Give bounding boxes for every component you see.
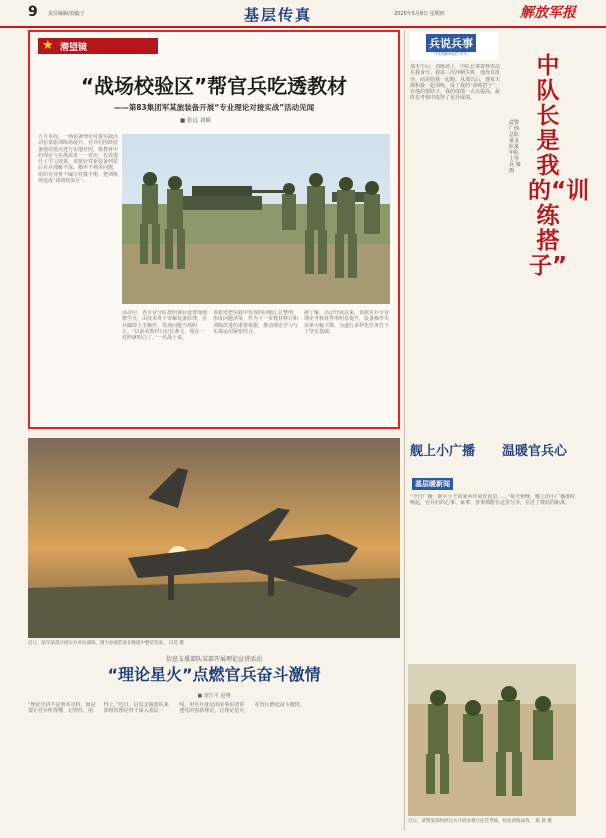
column-divider bbox=[404, 30, 405, 830]
fighter-jet-caption: 近日，陆军某部开展实兵对抗演练，图为参演装备在晚霞中整装待发。 冯昊 摄 bbox=[28, 641, 184, 646]
soldiers-tank-illustration bbox=[122, 134, 390, 304]
bottom-byline: ■ 唐江平 赵翔 bbox=[197, 693, 231, 699]
right-headline[interactable]: 中队长是我的“训练搭子” bbox=[528, 53, 590, 279]
right-byline: 武警广西总队某支队某中队上等兵 梁雨 bbox=[509, 120, 521, 174]
fighter-jet-sunset-illustration bbox=[28, 438, 400, 638]
fighter-jet-photo[interactable] bbox=[28, 438, 400, 638]
feature-article[interactable] bbox=[28, 30, 400, 429]
section-title: 基层传真 bbox=[244, 6, 313, 24]
article-column-2: 活动中，各专业分队按照课目设置现地教学点，由技术骨干讲解装备原理，官兵随即上手操作，发现问题当场纠正。“以前看教材只记住条文，现在一对照就明白了。”一名战士说。 bbox=[122, 310, 208, 342]
broadcast-body: “今日广播：新兵小王的家乡传来好消息……”每天傍晚，舰上的小广播准时响起，官兵们的心事、家事、喜事都能在这里分享，拉近了彼此的距离。 bbox=[410, 494, 576, 507]
column-tag-sub: 中国新闻名专栏 bbox=[434, 51, 470, 57]
editor-line: 责任编辑/刘毅子 bbox=[48, 11, 85, 17]
star-icon: ★ bbox=[42, 38, 54, 53]
feature-subtitle: ——第83集团军某旅装备开展“专业理论对接实战”活动见闻 bbox=[113, 103, 315, 112]
column-tag-label: 潜望镜 bbox=[60, 43, 88, 53]
right-article-body: 那天午后，训练场上，中队长拿着秒表站在我身旁。我第三次冲刺失败，他没有批评，而是陪我一起跑。从那以后，他每天都和我一起训练，成了我的“训练搭子”。在他的帮助下，我的成绩一点点提高，最终在考核中取得了优异成绩。 bbox=[410, 64, 501, 102]
broadcast-headline-right[interactable]: 温暖官兵心 bbox=[502, 444, 568, 459]
bottom-subtitle: 信息支援部队某部开展理论宣讲活动 bbox=[165, 656, 262, 663]
bottom-body: “理论宣讲不是照本宣科，而是要让官兵听得懂、记得住、用得上。”近日，信息支援部队某部组织理论骨干深入基层一线，用官兵身边的故事讲清讲透党的创新理论，让理论星火在营区燃起奋斗激情。 bbox=[28, 702, 305, 715]
broadcast-column-tag: 基层暖新闻 bbox=[412, 478, 453, 490]
bottom-headline[interactable]: “理论星火”点燃官兵奋斗激情 bbox=[107, 665, 321, 684]
troops-caption: 近日，武警某部组织官兵开展多课目连贯考核，检验训练成效。 康 晨 摄 bbox=[408, 819, 552, 824]
broadcast-headline-left[interactable]: 舰上小广播 bbox=[410, 444, 476, 459]
article-column-1: 五月本周，一场装备理论对接实践活动在某旅训练场展开。官兵们围绕装备使用要点进行实地对照，将教材中的理论与实战需求一一对应，有效提升了学习效果。该旅针对新装备列装后官兵理解不深、操作不熟等问题，组织专业骨干编写对接手册，把训练场变成“战场校验区”。 bbox=[38, 134, 118, 185]
article-column-4: 据了解，活动开展以来，该旅官兵专业理论考核优秀率明显提升，装备操作失误率大幅下降，为遂行多样化任务打下了坚实基础。 bbox=[304, 310, 390, 335]
date-line: 2025年5月8日 星期四 bbox=[394, 11, 445, 17]
troops-training-illustration bbox=[408, 664, 576, 816]
troops-photo[interactable] bbox=[408, 664, 576, 816]
training-photo[interactable] bbox=[122, 134, 390, 304]
article-column-3: 该旅还把实践中发现的问题汇总整理，形成问题清单，作为下一步教材修订和训练改进的重要依据，推动理论学习与实战运用紧密结合。 bbox=[213, 310, 299, 335]
feature-headline[interactable]: “战场校验区”帮官兵吃透教材 bbox=[80, 74, 348, 98]
newspaper-brand: 解放军报 bbox=[520, 5, 576, 21]
bingshuo-column-tag bbox=[410, 32, 498, 60]
page-number: 9 bbox=[28, 4, 38, 20]
column-tag bbox=[38, 38, 158, 54]
feature-byline: ■ 张远 刘楠 bbox=[180, 118, 211, 124]
masthead bbox=[0, 0, 606, 28]
column-tag-main: 兵说兵事 bbox=[426, 34, 476, 52]
